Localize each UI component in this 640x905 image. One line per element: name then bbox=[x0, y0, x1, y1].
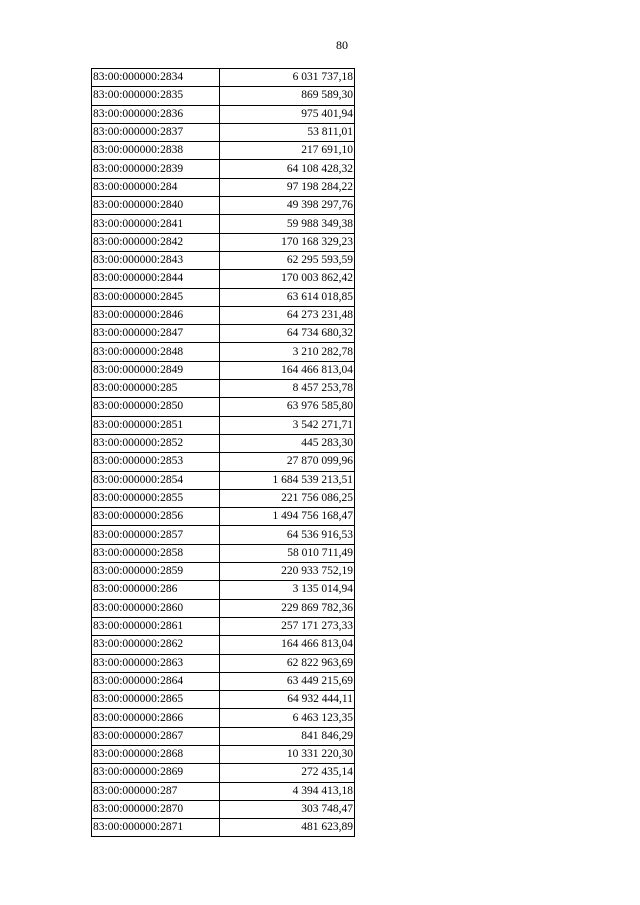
table-row bbox=[92, 654, 355, 672]
cadastral-value-cell: 64 536 916,53 bbox=[220, 526, 355, 544]
cadastral-value-cell: 62 822 963,69 bbox=[220, 654, 355, 672]
cadastral-value-cell: 64 734 680,32 bbox=[220, 325, 355, 343]
cadastral-value-cell: 272 435,14 bbox=[220, 764, 355, 782]
cadastral-number-cell: 83:00:000000:2863 bbox=[92, 654, 220, 672]
cadastral-value-cell: 3 210 282,78 bbox=[220, 343, 355, 361]
table-row bbox=[92, 526, 355, 544]
cadastral-value-cell: 221 756 086,25 bbox=[220, 489, 355, 507]
table-row bbox=[92, 87, 355, 105]
cadastral-value-cell: 64 108 428,32 bbox=[220, 160, 355, 178]
page-number: 80 bbox=[336, 38, 348, 52]
cadastral-value-cell: 6 463 123,35 bbox=[220, 709, 355, 727]
table-row bbox=[92, 709, 355, 727]
cadastral-value-cell: 62 295 593,59 bbox=[220, 251, 355, 269]
cadastral-number-cell: 83:00:000000:2838 bbox=[92, 142, 220, 160]
cadastral-number-cell: 83:00:000000:2860 bbox=[92, 599, 220, 617]
table-row bbox=[92, 123, 355, 141]
cadastral-value-cell: 63 614 018,85 bbox=[220, 288, 355, 306]
cadastral-number-cell: 83:00:000000:2844 bbox=[92, 270, 220, 288]
cadastral-value-table bbox=[91, 68, 355, 837]
cadastral-number-cell: 83:00:000000:2848 bbox=[92, 343, 220, 361]
table-row bbox=[92, 544, 355, 562]
table-row bbox=[92, 105, 355, 123]
cadastral-value-cell: 63 976 585,80 bbox=[220, 398, 355, 416]
table-row bbox=[92, 142, 355, 160]
cadastral-value-cell: 64 273 231,48 bbox=[220, 306, 355, 324]
cadastral-value-cell: 4 394 413,18 bbox=[220, 782, 355, 800]
cadastral-value-cell: 170 003 862,42 bbox=[220, 270, 355, 288]
cadastral-number-cell: 83:00:000000:2852 bbox=[92, 434, 220, 452]
cadastral-value-cell: 49 398 297,76 bbox=[220, 197, 355, 215]
table-row bbox=[92, 270, 355, 288]
cadastral-number-cell: 83:00:000000:2867 bbox=[92, 727, 220, 745]
cadastral-number-cell: 83:00:000000:2861 bbox=[92, 617, 220, 635]
table-row bbox=[92, 800, 355, 818]
cadastral-number-cell: 83:00:000000:287 bbox=[92, 782, 220, 800]
cadastral-value-cell: 53 811,01 bbox=[220, 123, 355, 141]
cadastral-value-cell: 445 283,30 bbox=[220, 434, 355, 452]
table-row bbox=[92, 361, 355, 379]
table-row bbox=[92, 508, 355, 526]
table-row bbox=[92, 691, 355, 709]
cadastral-number-cell: 83:00:000000:2840 bbox=[92, 197, 220, 215]
cadastral-value-cell: 58 010 711,49 bbox=[220, 544, 355, 562]
cadastral-number-cell: 83:00:000000:285 bbox=[92, 380, 220, 398]
cadastral-value-cell: 303 748,47 bbox=[220, 800, 355, 818]
cadastral-value-cell: 220 933 752,19 bbox=[220, 563, 355, 581]
cadastral-number-cell: 83:00:000000:2850 bbox=[92, 398, 220, 416]
cadastral-value-cell: 975 401,94 bbox=[220, 105, 355, 123]
cadastral-number-cell: 83:00:000000:2846 bbox=[92, 306, 220, 324]
table-row bbox=[92, 563, 355, 581]
cadastral-value-cell: 257 171 273,33 bbox=[220, 617, 355, 635]
table-row bbox=[92, 471, 355, 489]
table-row bbox=[92, 764, 355, 782]
cadastral-number-cell: 83:00:000000:2845 bbox=[92, 288, 220, 306]
cadastral-number-cell: 83:00:000000:286 bbox=[92, 581, 220, 599]
cadastral-value-cell: 164 466 813,04 bbox=[220, 361, 355, 379]
table-row bbox=[92, 178, 355, 196]
table-row bbox=[92, 69, 355, 87]
cadastral-number-cell: 83:00:000000:2835 bbox=[92, 87, 220, 105]
cadastral-number-cell: 83:00:000000:2839 bbox=[92, 160, 220, 178]
cadastral-number-cell: 83:00:000000:2853 bbox=[92, 453, 220, 471]
table-body bbox=[92, 69, 355, 837]
cadastral-number-cell: 83:00:000000:2834 bbox=[92, 69, 220, 87]
table-row bbox=[92, 453, 355, 471]
cadastral-value-cell: 841 846,29 bbox=[220, 727, 355, 745]
cadastral-number-cell: 83:00:000000:2847 bbox=[92, 325, 220, 343]
table-row bbox=[92, 306, 355, 324]
table-row bbox=[92, 617, 355, 635]
table-row bbox=[92, 380, 355, 398]
cadastral-number-cell: 83:00:000000:2862 bbox=[92, 636, 220, 654]
cadastral-value-cell: 164 466 813,04 bbox=[220, 636, 355, 654]
table-row bbox=[92, 782, 355, 800]
table-row bbox=[92, 727, 355, 745]
cadastral-value-cell: 59 988 349,38 bbox=[220, 215, 355, 233]
cadastral-number-cell: 83:00:000000:2841 bbox=[92, 215, 220, 233]
cadastral-number-cell: 83:00:000000:2869 bbox=[92, 764, 220, 782]
table-row bbox=[92, 489, 355, 507]
cadastral-number-cell: 83:00:000000:2866 bbox=[92, 709, 220, 727]
table-row bbox=[92, 160, 355, 178]
cadastral-number-cell: 83:00:000000:2857 bbox=[92, 526, 220, 544]
cadastral-number-cell: 83:00:000000:2836 bbox=[92, 105, 220, 123]
cadastral-value-cell: 10 331 220,30 bbox=[220, 745, 355, 763]
table-row bbox=[92, 197, 355, 215]
table-row bbox=[92, 636, 355, 654]
cadastral-number-cell: 83:00:000000:284 bbox=[92, 178, 220, 196]
cadastral-number-cell: 83:00:000000:2858 bbox=[92, 544, 220, 562]
table-row bbox=[92, 672, 355, 690]
table-row bbox=[92, 599, 355, 617]
cadastral-value-cell: 97 198 284,22 bbox=[220, 178, 355, 196]
cadastral-number-cell: 83:00:000000:2851 bbox=[92, 416, 220, 434]
table-row bbox=[92, 745, 355, 763]
cadastral-value-cell: 8 457 253,78 bbox=[220, 380, 355, 398]
table-row bbox=[92, 233, 355, 251]
table-row bbox=[92, 434, 355, 452]
cadastral-number-cell: 83:00:000000:2843 bbox=[92, 251, 220, 269]
cadastral-number-cell: 83:00:000000:2837 bbox=[92, 123, 220, 141]
table-row bbox=[92, 819, 355, 837]
cadastral-number-cell: 83:00:000000:2842 bbox=[92, 233, 220, 251]
table-row bbox=[92, 251, 355, 269]
cadastral-number-cell: 83:00:000000:2865 bbox=[92, 691, 220, 709]
cadastral-value-cell: 869 589,30 bbox=[220, 87, 355, 105]
table-row bbox=[92, 398, 355, 416]
cadastral-value-cell: 170 168 329,23 bbox=[220, 233, 355, 251]
cadastral-value-cell: 64 932 444,11 bbox=[220, 691, 355, 709]
table-row bbox=[92, 215, 355, 233]
cadastral-value-cell: 481 623,89 bbox=[220, 819, 355, 837]
cadastral-number-cell: 83:00:000000:2871 bbox=[92, 819, 220, 837]
cadastral-number-cell: 83:00:000000:2859 bbox=[92, 563, 220, 581]
cadastral-number-cell: 83:00:000000:2855 bbox=[92, 489, 220, 507]
cadastral-value-cell: 3 542 271,71 bbox=[220, 416, 355, 434]
table-row bbox=[92, 288, 355, 306]
table-row bbox=[92, 581, 355, 599]
cadastral-number-cell: 83:00:000000:2870 bbox=[92, 800, 220, 818]
cadastral-value-cell: 1 494 756 168,47 bbox=[220, 508, 355, 526]
cadastral-value-cell: 27 870 099,96 bbox=[220, 453, 355, 471]
table-row bbox=[92, 325, 355, 343]
cadastral-value-cell: 1 684 539 213,51 bbox=[220, 471, 355, 489]
table-row bbox=[92, 343, 355, 361]
cadastral-number-cell: 83:00:000000:2864 bbox=[92, 672, 220, 690]
cadastral-number-cell: 83:00:000000:2856 bbox=[92, 508, 220, 526]
cadastral-value-cell: 3 135 014,94 bbox=[220, 581, 355, 599]
cadastral-value-cell: 63 449 215,69 bbox=[220, 672, 355, 690]
cadastral-number-cell: 83:00:000000:2868 bbox=[92, 745, 220, 763]
cadastral-number-cell: 83:00:000000:2849 bbox=[92, 361, 220, 379]
cadastral-value-cell: 229 869 782,36 bbox=[220, 599, 355, 617]
cadastral-value-cell: 6 031 737,18 bbox=[220, 69, 355, 87]
cadastral-number-cell: 83:00:000000:2854 bbox=[92, 471, 220, 489]
cadastral-value-cell: 217 691,10 bbox=[220, 142, 355, 160]
table-row bbox=[92, 416, 355, 434]
